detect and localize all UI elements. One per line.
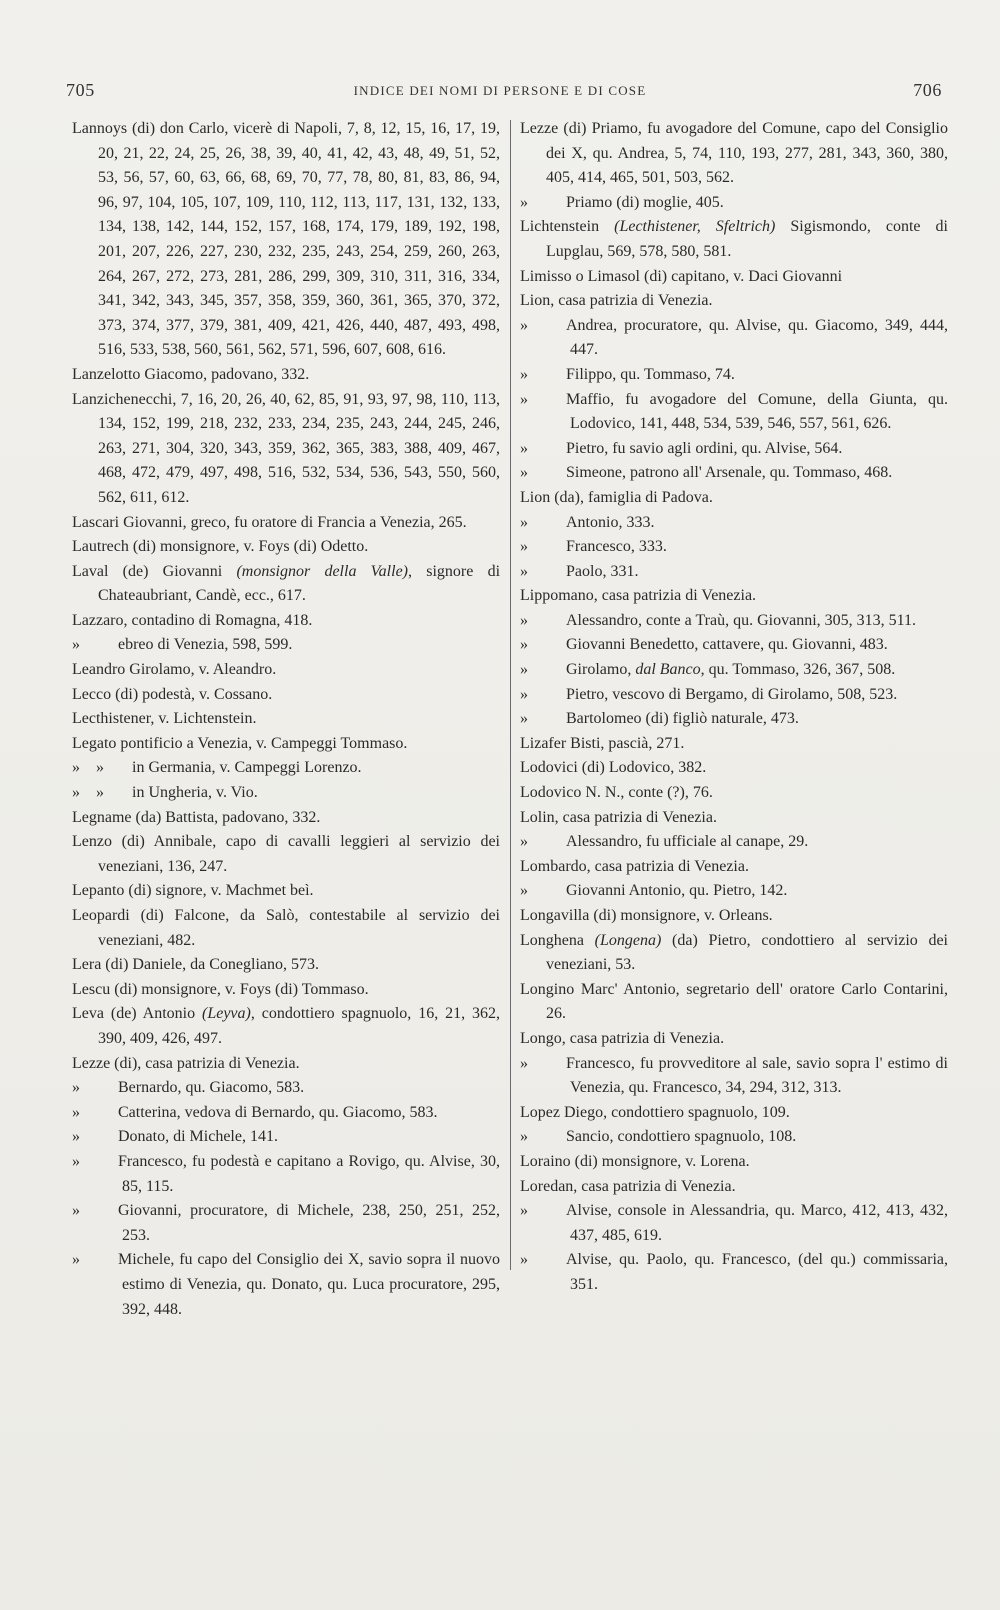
- right-column: [520, 117, 948, 1298]
- entry-italic: dal Banco: [635, 661, 701, 679]
- index-entry: [520, 437, 948, 462]
- index-entry: [520, 584, 948, 609]
- index-entry: [72, 1052, 500, 1077]
- entry-text: Lichtenstein: [520, 218, 615, 236]
- page-header: [0, 80, 1000, 106]
- index-entry: [72, 1199, 500, 1248]
- index-entry: [520, 289, 948, 314]
- ditto-mark: »: [520, 562, 528, 580]
- index-entry: [520, 363, 948, 388]
- ditto-mark: »: [520, 538, 528, 556]
- index-entry: [520, 929, 948, 978]
- index-entry: [520, 978, 948, 1027]
- index-entry: [72, 117, 500, 363]
- entry-text: ebreo di Venezia, 598, 599.: [118, 636, 293, 654]
- ditto-mark: »: [520, 1251, 528, 1269]
- entry-text: Lera (di) Daniele, da Conegliano, 573.: [72, 956, 320, 974]
- entry-text: Lombardo, casa patrizia di Venezia.: [520, 857, 749, 875]
- index-entry: [520, 830, 948, 855]
- index-entry: [72, 732, 500, 757]
- index-entry: [72, 1101, 500, 1126]
- index-entry: [72, 388, 500, 511]
- index-entry: [520, 314, 948, 363]
- entry-text: Alessandro, conte a Traù, qu. Giovanni, 305, 313, 511.: [566, 611, 917, 629]
- entry-text: Lascari Giovanni, greco, fu oratore di Francia a Venezia, 265.: [72, 513, 467, 531]
- ditto-mark: »: [72, 1202, 80, 1220]
- entry-italic: (monsignor della Valle): [236, 562, 408, 580]
- entry-text: Lanzichenecchi, 7, 16, 20, 26, 40, 62, 85, 91, 93, 97, 98, 110, 113, 134, 152, 199, 218, 232, 233, 234, 235, 243, 244, 245, 246, 263, 271, 304, 320, 343, 359, 362, 365, 383, 388, 409, 467, 468, 472, 479, 497, 498, 516, 532, 534, 536, 543, 550, 560, 562, 611, 612.: [72, 390, 500, 506]
- index-entry: [72, 633, 500, 658]
- ditto-mark: »: [520, 464, 528, 482]
- index-entry: [72, 1125, 500, 1150]
- index-entry: [520, 1175, 948, 1200]
- index-entry: [72, 806, 500, 831]
- index-entry: [520, 1101, 948, 1126]
- index-entry: [72, 363, 500, 388]
- index-entry: [520, 265, 948, 290]
- index-entry: [520, 117, 948, 191]
- index-entry: [520, 1199, 948, 1248]
- index-entry: [520, 707, 948, 732]
- entry-text: Andrea, procuratore, qu. Alvise, qu. Giacomo, 349, 444, 447.: [566, 316, 948, 359]
- left-column: [72, 117, 500, 1322]
- index-entry: [72, 1150, 500, 1199]
- entry-text: Girolamo,: [566, 661, 636, 679]
- index-entry: [520, 756, 948, 781]
- ditto-mark: »: [520, 365, 528, 383]
- entry-text: Longhena: [520, 931, 595, 949]
- entry-text: Francesco, 333.: [566, 538, 667, 556]
- index-entry: [520, 1052, 948, 1101]
- ditto-mark: »: [520, 316, 528, 334]
- entry-text: Lodovici (di) Lodovico, 382.: [520, 759, 707, 777]
- entry-text: Lizafer Bisti, pascià, 271.: [520, 734, 685, 752]
- entry-text: in Germania, v. Campeggi Lorenzo.: [132, 759, 362, 777]
- entry-text: Loredan, casa patrizia di Venezia.: [520, 1177, 736, 1195]
- index-entry: [72, 904, 500, 953]
- entry-text: Michele, fu capo del Consiglio dei X, savio sopra il nuovo estimo di Venezia, qu. Donato, qu. Luca procuratore, 295, 392, 448.: [118, 1251, 500, 1318]
- entry-text: Giovanni Benedetto, cattavere, qu. Giovanni, 483.: [566, 636, 888, 654]
- entry-text: Maffio, fu avogadore del Comune, della Giunta, qu. Lodovico, 141, 448, 534, 539, 546, 557, 561, 626.: [566, 390, 948, 433]
- entry-text: Leandro Girolamo, v. Aleandro.: [72, 661, 277, 679]
- entry-text: Lautrech (di) monsignore, v. Foys (di) Odetto.: [72, 538, 369, 556]
- index-entry: [520, 683, 948, 708]
- entry-text: Paolo, 331.: [566, 562, 639, 580]
- entry-text: Lion, casa patrizia di Venezia.: [520, 292, 713, 310]
- ditto-mark: »: [520, 636, 528, 654]
- entry-text: Longo, casa patrizia di Venezia.: [520, 1029, 725, 1047]
- ditto-mark: »: [72, 1103, 80, 1121]
- index-entry: [520, 1125, 948, 1150]
- ditto-mark: » »: [72, 759, 104, 777]
- index-entry: [72, 658, 500, 683]
- entry-text: Limisso o Limasol (di) capitano, v. Daci Giovanni: [520, 267, 843, 285]
- entry-text: Antonio, 333.: [566, 513, 655, 531]
- entry-text: Lopez Diego, condottiero spagnuolo, 109.: [520, 1103, 790, 1121]
- entry-text: Lazzaro, contadino di Romagna, 418.: [72, 611, 313, 629]
- entry-text: Loraino (di) monsignore, v. Lorena.: [520, 1152, 750, 1170]
- entry-text: Donato, di Michele, 141.: [118, 1128, 278, 1146]
- entry-text: Lannoys (di) don Carlo, vicerè di Napoli, 7, 8, 12, 15, 16, 17, 19, 20, 21, 22, 24, 25, 26, 38, 39, 40, 41, 42, 43, 48, 49, 51, 52, 53, 56, 57, 60, 63, 66, 68, 69, 70, 77, 78, 80, 81, 83, 86, 94, 96, 97, 104, 105, 107, 109, 110, 112, 113, 117, 131, 132, 133, 134, 138, 142, 144, 152, 157, 168, 174, 179, 189, 192, 198, 201, 207, 226, 227, 230, 232, 235, 243, 254, 259, 260, 263, 264, 267, 272, 273, 281, 286, 299, 309, 310, 311, 316, 334, 341, 342, 343, 345, 357, 358, 359, 360, 361, 365, 370, 372, 373, 374, 377, 379, 381, 409, 421, 426, 440, 487, 493, 498, 516, 533, 538, 560, 561, 562, 571, 596, 607, 608, 616.: [72, 120, 500, 359]
- entry-text: Filippo, qu. Tommaso, 74.: [566, 365, 735, 383]
- entry-text: Lolin, casa patrizia di Venezia.: [520, 808, 717, 826]
- entry-text: , signore di Chateaubriant, Candè, ecc., 617.: [98, 562, 501, 605]
- entry-text: Legato pontificio a Venezia, v. Campeggi Tommaso.: [72, 734, 408, 752]
- entry-text: Sancio, condottiero spagnuolo, 108.: [566, 1128, 797, 1146]
- entry-text: Leopardi (di) Falcone, da Salò, contestabile al servizio dei veneziani, 482.: [72, 907, 500, 949]
- index-entry: [520, 511, 948, 536]
- entry-text: Giovanni, procuratore, di Michele, 238, 250, 251, 252, 253.: [118, 1202, 500, 1244]
- index-entry: [520, 191, 948, 216]
- index-entry: [520, 879, 948, 904]
- entry-text: Legname (da) Battista, padovano, 332.: [72, 808, 321, 826]
- index-entry: [520, 560, 948, 585]
- index-entry: [72, 560, 500, 609]
- index-entry: [520, 855, 948, 880]
- entry-text: Lecthistener, v. Lichtenstein.: [72, 710, 257, 728]
- index-entry: [520, 904, 948, 929]
- entry-text: Simeone, patrono all' Arsenale, qu. Tommaso, 468.: [566, 464, 893, 482]
- index-entry: [72, 978, 500, 1003]
- page-number-right: 706: [913, 80, 942, 100]
- entry-text: Leva (de) Antonio: [72, 1005, 202, 1023]
- entry-text: Lion (da), famiglia di Padova.: [520, 488, 713, 506]
- entry-text: Francesco, fu provveditore al sale, savio sopra l' estimo di Venezia, qu. Francesco, 34, 294, 312, 313.: [566, 1054, 948, 1097]
- index-entry: [72, 781, 500, 806]
- index-entry: [72, 1076, 500, 1101]
- index-entry: [72, 511, 500, 536]
- page-number-left: 705: [66, 80, 95, 100]
- index-entry: [520, 1248, 948, 1297]
- entry-text: Bartolomeo (di) figliò naturale, 473.: [566, 710, 799, 728]
- index-entry: [520, 461, 948, 486]
- index-entry: [72, 683, 500, 708]
- ditto-mark: »: [520, 661, 528, 679]
- entry-text: , qu. Tommaso, 326, 367, 508.: [700, 661, 896, 679]
- ditto-mark: »: [72, 1128, 80, 1146]
- entry-text: Catterina, vedova di Bernardo, qu. Giacomo, 583.: [118, 1103, 438, 1121]
- ditto-mark: »: [520, 1054, 528, 1072]
- ditto-mark: »: [72, 1152, 80, 1170]
- entry-text: Lenzo (di) Annibale, capo di cavalli leggieri al servizio dei veneziani, 136, 247.: [72, 833, 500, 875]
- index-entry: [72, 879, 500, 904]
- index-entry: [520, 215, 948, 264]
- ditto-mark: »: [520, 882, 528, 900]
- ditto-mark: »: [520, 710, 528, 728]
- index-entry: [520, 806, 948, 831]
- ditto-mark: »: [520, 1202, 528, 1220]
- index-entry: [520, 658, 948, 683]
- entry-text: Longavilla (di) monsignore, v. Orleans.: [520, 907, 773, 924]
- ditto-mark: »: [520, 685, 528, 703]
- entry-text: Lezze (di), casa patrizia di Venezia.: [72, 1054, 300, 1072]
- entry-text: Lecco (di) podestà, v. Cossano.: [72, 685, 273, 703]
- entry-text: Longino Marc' Antonio, segretario dell' oratore Carlo Contarini, 26.: [520, 980, 948, 1023]
- index-entry: [520, 1150, 948, 1175]
- entry-text: Sigismondo, conte di Lupglau, 569, 578, 580, 581.: [546, 218, 948, 260]
- ditto-mark: »: [520, 193, 528, 211]
- index-entry: [72, 707, 500, 732]
- entry-text: (da) Pietro, condottiero al servizio dei veneziani, 53.: [546, 931, 948, 974]
- index-entry: [520, 633, 948, 658]
- entry-text: Francesco, fu podestà e capitano a Rovigo, qu. Alvise, 30, 85, 115.: [118, 1152, 500, 1195]
- entry-text: Alessandro, fu ufficiale al canape, 29.: [566, 833, 809, 851]
- entry-text: Pietro, vescovo di Bergamo, di Girolamo, 508, 523.: [566, 685, 898, 703]
- entry-text: Lanzelotto Giacomo, padovano, 332.: [72, 365, 310, 383]
- index-entry: [520, 535, 948, 560]
- entry-text: Pietro, fu savio agli ordini, qu. Alvise, 564.: [566, 439, 843, 457]
- ditto-mark: »: [72, 1251, 80, 1269]
- ditto-mark: »: [520, 833, 528, 851]
- entry-text: Lescu (di) monsignore, v. Foys (di) Tommaso.: [72, 980, 369, 998]
- index-entry: [520, 388, 948, 437]
- ditto-mark: »: [520, 611, 528, 629]
- entry-text: Alvise, qu. Paolo, qu. Francesco, (del qu.) commissaria, 351.: [566, 1251, 948, 1293]
- index-entry: [520, 486, 948, 511]
- ditto-mark: »: [520, 1128, 528, 1146]
- index-entry: [72, 756, 500, 781]
- index-entry: [72, 953, 500, 978]
- entry-text: Lezze (di) Priamo, fu avogadore del Comune, capo del Consiglio dei X, qu. Andrea, 5, 74, 110, 193, 277, 281, 343, 360, 380, 405, 414, 465, 501, 503, 562.: [520, 120, 948, 187]
- index-entry: [72, 830, 500, 879]
- entry-italic: (Lecthistener, Sfeltrich): [614, 218, 776, 236]
- ditto-mark: »: [72, 1079, 80, 1097]
- entry-text: Bernardo, qu. Giacomo, 583.: [118, 1079, 305, 1097]
- index-entry: [520, 781, 948, 806]
- entry-text: , condottiero spagnuolo, 16, 21, 362, 390, 409, 426, 497.: [98, 1005, 501, 1047]
- ditto-mark: »: [520, 390, 528, 408]
- index-entry: [520, 1027, 948, 1052]
- entry-text: Priamo (di) moglie, 405.: [566, 193, 724, 211]
- index-entry: [520, 609, 948, 634]
- entry-text: Lodovico N. N., conte (?), 76.: [520, 784, 713, 802]
- entry-text: Giovanni Antonio, qu. Pietro, 142.: [566, 882, 788, 900]
- entry-italic: (Leyva): [202, 1005, 251, 1023]
- index-entry: [72, 535, 500, 560]
- ditto-mark: »: [520, 439, 528, 457]
- entry-text: Alvise, console in Alessandria, qu. Marco, 412, 413, 432, 437, 485, 619.: [566, 1202, 948, 1244]
- ditto-mark: »: [520, 513, 528, 531]
- ditto-mark: » »: [72, 784, 104, 802]
- ditto-mark: »: [72, 636, 80, 654]
- entry-text: in Ungheria, v. Vio.: [132, 784, 258, 802]
- entry-text: Lippomano, casa patrizia di Venezia.: [520, 587, 757, 605]
- entry-text: Lepanto (di) signore, v. Machmet beì.: [72, 882, 314, 900]
- index-entry: [72, 1002, 500, 1051]
- index-entry: [72, 1248, 500, 1322]
- index-entry: [72, 609, 500, 634]
- column-divider: [510, 120, 511, 1270]
- entry-text: Laval (de) Giovanni: [72, 562, 237, 580]
- index-entry: [520, 732, 948, 757]
- entry-italic: (Longena): [594, 931, 662, 949]
- running-title: INDICE DEI NOMI DI PERSONE E DI COSE: [353, 83, 647, 98]
